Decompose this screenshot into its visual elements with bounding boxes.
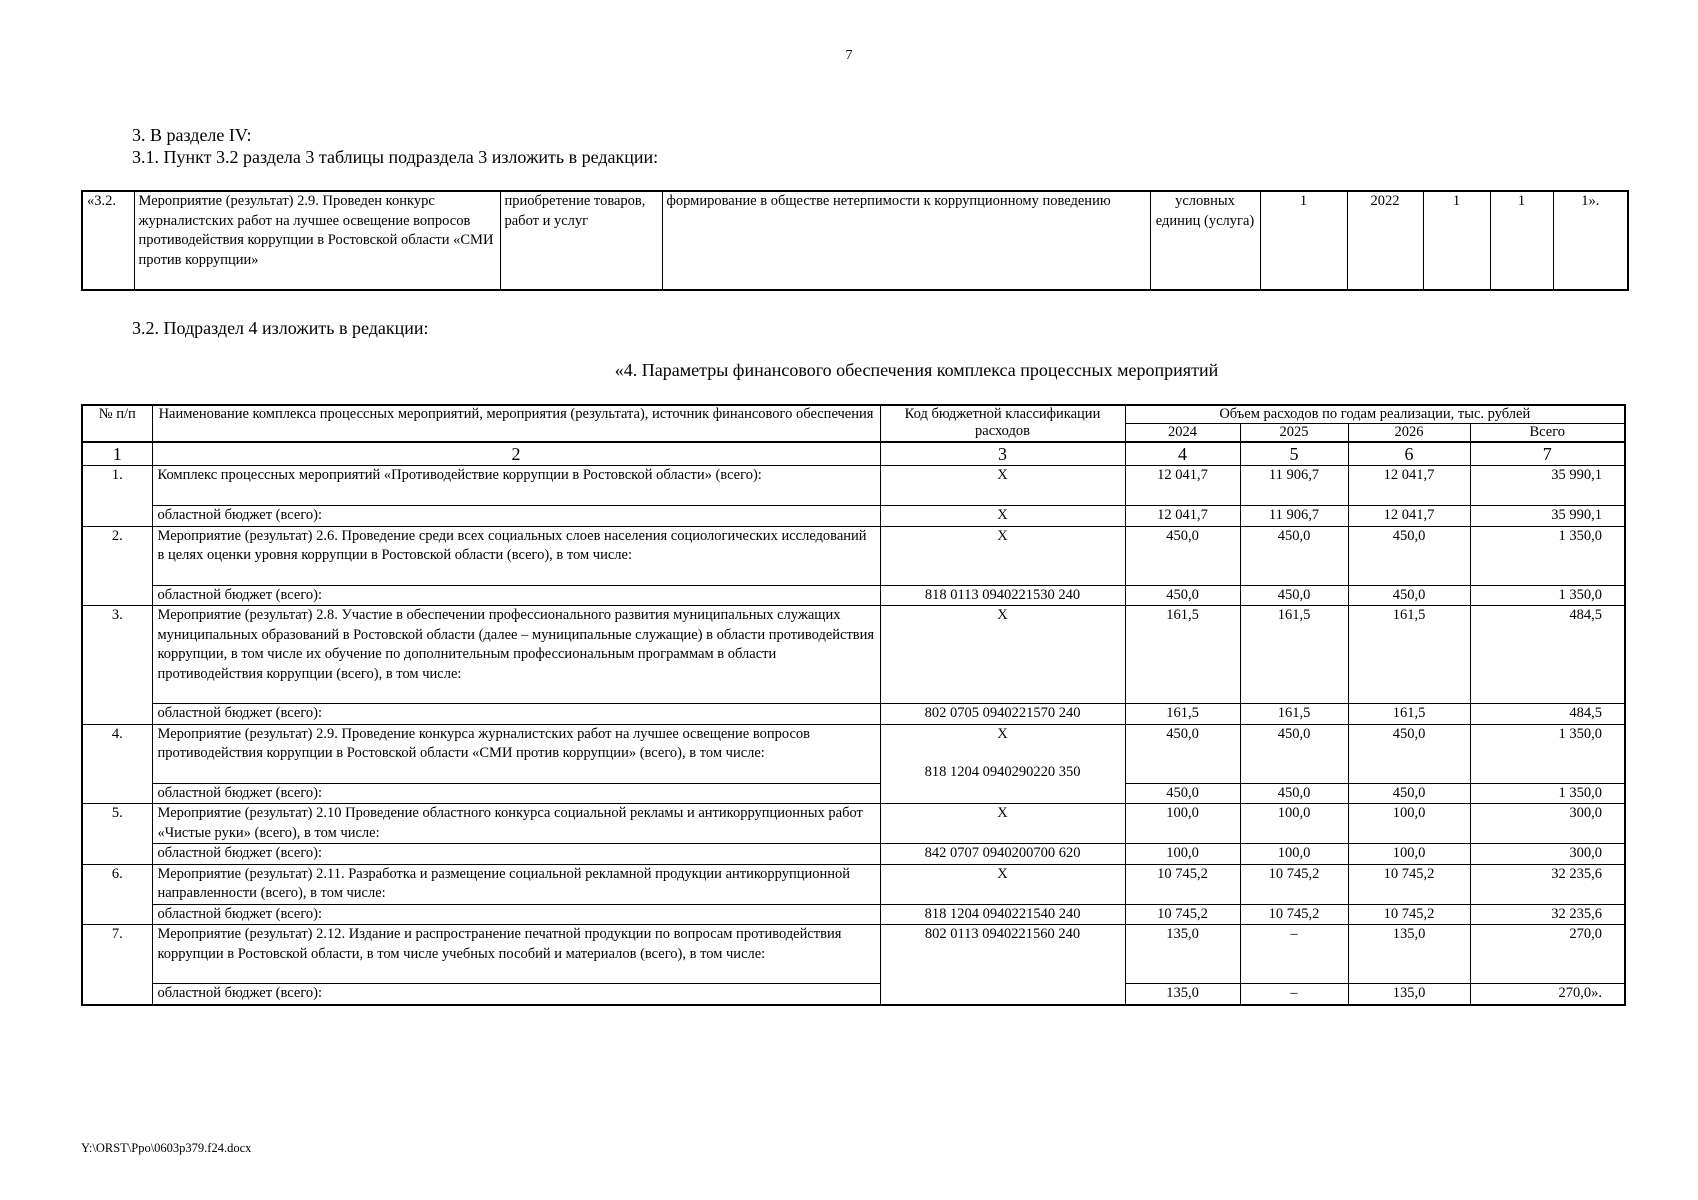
row-code: 802 0113 0940221560 240 — [880, 925, 1125, 1005]
subrow-2026: 135,0 — [1348, 984, 1470, 1005]
subrow-name: областной бюджет (всего): — [152, 704, 880, 725]
subrow-2026: 100,0 — [1348, 844, 1470, 865]
t1-base-year: 2022 — [1347, 191, 1423, 290]
row-2025: 10 745,2 — [1240, 864, 1348, 904]
t1-2024: 1 — [1423, 191, 1490, 290]
row-2026: 100,0 — [1348, 804, 1470, 844]
row-2026: 450,0 — [1348, 724, 1470, 783]
subrow-2026: 12 041,7 — [1348, 506, 1470, 527]
table-row — [82, 864, 1625, 904]
subrow-name: областной бюджет (всего): — [152, 984, 880, 1005]
row-name: Мероприятие (результат) 2.8. Участие в обеспечении профессионального развития муниципальных служащих муниципальных образований в Ростовской области (далее – муниципальные служащие) в области противодействия коррупции, в том числе их обучение по дополнительным профессиональным программам в области противодействия коррупции (всего), в том числе: — [152, 606, 880, 704]
subrow-2025: 450,0 — [1240, 783, 1348, 804]
header-2025: 2025 — [1240, 424, 1348, 443]
table-subrow — [82, 585, 1625, 606]
subrow-code: 842 0707 0940200700 620 — [880, 844, 1125, 865]
subrow-name: областной бюджет (всего): — [152, 904, 880, 925]
subrow-2025: 10 745,2 — [1240, 904, 1348, 925]
row-name: Мероприятие (результат) 2.6. Проведение среди всех социальных слоев населения социологических исследований в целях оценки уровня коррупции в Ростовской области (всего), в том числе: — [152, 526, 880, 585]
row-2025: 11 906,7 — [1240, 466, 1348, 506]
subrow-2025: 11 906,7 — [1240, 506, 1348, 527]
row-num: 6. — [82, 864, 152, 925]
row-2026: 135,0 — [1348, 925, 1470, 984]
col-number: 3 — [880, 442, 1125, 466]
table-row — [82, 526, 1625, 585]
para-3-2: 3.2. Подраздел 4 изложить в редакции: — [132, 318, 429, 338]
subrow-2026: 10 745,2 — [1348, 904, 1470, 925]
subrow-2026: 450,0 — [1348, 585, 1470, 606]
subrow-code: 802 0705 0940221570 240 — [880, 704, 1125, 725]
t1-type: приобретение товаров, работ и услуг — [500, 191, 662, 290]
header-num: № п/п — [82, 405, 152, 442]
subrow-code: Х — [880, 506, 1125, 527]
table-subrow — [82, 783, 1625, 804]
t1-base-value: 1 — [1260, 191, 1347, 290]
page-number: 7 — [845, 48, 853, 63]
subrow-code: 818 1204 0940221540 240 — [880, 904, 1125, 925]
subrow-2024: 450,0 — [1125, 783, 1240, 804]
subrow-2024: 10 745,2 — [1125, 904, 1240, 925]
table-subrow — [82, 844, 1625, 865]
section-heading: «4. Параметры финансового обеспечения комплекса процессных мероприятий — [614, 360, 1219, 380]
header-volume: Объем расходов по годам реализации, тыс. рублей — [1125, 405, 1625, 424]
table-subrow — [82, 704, 1625, 725]
row-code: Х — [880, 864, 1125, 904]
row-name: Мероприятие (результат) 2.10 Проведение областного конкурса социальной рекламы и антикоррупционных работ «Чистые руки» (всего), в том числе: — [152, 804, 880, 844]
subrow-2026: 161,5 — [1348, 704, 1470, 725]
row-total: 1 350,0 — [1470, 526, 1625, 585]
row-total: 1 350,0 — [1470, 724, 1625, 783]
col-number: 4 — [1125, 442, 1240, 466]
subrow-2026: 450,0 — [1348, 783, 1470, 804]
header-name: Наименование комплекса процессных мероприятий, мероприятия (результата), источник финансового обеспечения — [152, 405, 880, 442]
row-2024: 10 745,2 — [1125, 864, 1240, 904]
subrow-total: 32 235,6 — [1470, 904, 1625, 925]
row-total: 300,0 — [1470, 804, 1625, 844]
row-2024: 135,0 — [1125, 925, 1240, 984]
row-2024: 161,5 — [1125, 606, 1240, 704]
file-path-footer: Y:\ORST\Ppo\0603p379.f24.docx — [81, 1141, 252, 1155]
col-number: 2 — [152, 442, 880, 466]
subrow-name: областной бюджет (всего): — [152, 585, 880, 606]
row-num: 3. — [82, 606, 152, 725]
row-code: Х — [880, 606, 1125, 704]
row-2025: 450,0 — [1240, 526, 1348, 585]
subrow-name: областной бюджет (всего): — [152, 844, 880, 865]
row-2026: 161,5 — [1348, 606, 1470, 704]
col-number: 5 — [1240, 442, 1348, 466]
row-code: Х — [880, 466, 1125, 506]
row-code: Х — [880, 804, 1125, 844]
t1-description: формирование в обществе нетерпимости к коррупционному поведению — [662, 191, 1150, 290]
subrow-2025: 450,0 — [1240, 585, 1348, 606]
t1-num: «3.2. — [82, 191, 134, 290]
row-num: 2. — [82, 526, 152, 606]
row-2025: 161,5 — [1240, 606, 1348, 704]
table-row — [82, 466, 1625, 506]
col-number: 6 — [1348, 442, 1470, 466]
table-subrow — [82, 904, 1625, 925]
row-2025: 100,0 — [1240, 804, 1348, 844]
row-code-x: Х — [997, 725, 1008, 742]
row-2025: – — [1240, 925, 1348, 984]
row-total: 35 990,1 — [1470, 466, 1625, 506]
t1-name: Мероприятие (результат) 2.9. Проведен конкурс журналистских работ на лучшее освещение вопросов противодействия коррупции в Ростовской области «СМИ против коррупции» — [134, 191, 500, 290]
table-row — [82, 606, 1625, 704]
table-row — [82, 925, 1625, 984]
subrow-code: 818 0113 0940221530 240 — [880, 585, 1125, 606]
subrow-total: 1 350,0 — [1470, 783, 1625, 804]
t1-unit: условных единиц (услуга) — [1150, 191, 1260, 290]
col-number: 7 — [1470, 442, 1625, 466]
header-total: Всего — [1470, 424, 1625, 443]
row-2024: 12 041,7 — [1125, 466, 1240, 506]
subrow-2025: – — [1240, 984, 1348, 1005]
row-code: Х — [880, 526, 1125, 585]
row-2024: 100,0 — [1125, 804, 1240, 844]
row-name: Мероприятие (результат) 2.12. Издание и распространение печатной продукции по вопросам противодействия коррупции в Ростовской области, в том числе учебных пособий и материалов (всего), в том числе: — [152, 925, 880, 984]
row-num: 5. — [82, 804, 152, 865]
table-subrow — [82, 984, 1625, 1005]
column-number-row — [82, 442, 1625, 466]
intro-line-1: 3. В разделе IV: — [132, 125, 252, 145]
t1-2026: 1». — [1553, 191, 1628, 290]
t1-2025: 1 — [1490, 191, 1553, 290]
subrow-2024: 12 041,7 — [1125, 506, 1240, 527]
table-subrow — [82, 506, 1625, 527]
row-code-kbk: 818 1204 0940290220 350 — [924, 764, 1081, 780]
finance-table — [81, 404, 1626, 1006]
item-3-2-table — [81, 190, 1629, 291]
header-code: Код бюджетной классификации расходов — [880, 405, 1125, 442]
row-total: 270,0 — [1470, 925, 1625, 984]
subrow-2025: 100,0 — [1240, 844, 1348, 865]
row-num: 4. — [82, 724, 152, 804]
subrow-name: областной бюджет (всего): — [152, 783, 880, 804]
row-2024: 450,0 — [1125, 724, 1240, 783]
subrow-2024: 450,0 — [1125, 585, 1240, 606]
row-total: 32 235,6 — [1470, 864, 1625, 904]
subrow-total: 270,0». — [1470, 984, 1625, 1005]
row-code — [880, 724, 1125, 804]
row-num: 1. — [82, 466, 152, 527]
table-row — [82, 724, 1625, 783]
row-name: Мероприятие (результат) 2.9. Проведение конкурса журналистских работ на лучшее освещение вопросов противодействия коррупции в Ростовской области «СМИ против коррупции» (всего), в том числе: — [152, 724, 880, 783]
table-row — [82, 804, 1625, 844]
row-2024: 450,0 — [1125, 526, 1240, 585]
item-3-2-row — [82, 191, 1628, 290]
row-num: 7. — [82, 925, 152, 1005]
header-2024: 2024 — [1125, 424, 1240, 443]
intro-line-2: 3.1. Пункт 3.2 раздела 3 таблицы подраздела 3 изложить в редакции: — [132, 147, 659, 167]
header-row-1 — [82, 405, 1625, 424]
subrow-2025: 161,5 — [1240, 704, 1348, 725]
subrow-2024: 100,0 — [1125, 844, 1240, 865]
subrow-total: 1 350,0 — [1470, 585, 1625, 606]
col-number: 1 — [82, 442, 152, 466]
row-2025: 450,0 — [1240, 724, 1348, 783]
subrow-2024: 135,0 — [1125, 984, 1240, 1005]
row-name: Мероприятие (результат) 2.11. Разработка и размещение социальной рекламной продукции антикоррупционной направленности (всего), в том числе: — [152, 864, 880, 904]
subrow-2024: 161,5 — [1125, 704, 1240, 725]
row-name: Комплекс процессных мероприятий «Противодействие коррупции в Ростовской области» (всего): — [152, 466, 880, 506]
row-total: 484,5 — [1470, 606, 1625, 704]
header-2026: 2026 — [1348, 424, 1470, 443]
row-2026: 12 041,7 — [1348, 466, 1470, 506]
row-2026: 10 745,2 — [1348, 864, 1470, 904]
subrow-name: областной бюджет (всего): — [152, 506, 880, 527]
subrow-total: 484,5 — [1470, 704, 1625, 725]
subrow-total: 35 990,1 — [1470, 506, 1625, 527]
subrow-total: 300,0 — [1470, 844, 1625, 865]
row-2026: 450,0 — [1348, 526, 1470, 585]
